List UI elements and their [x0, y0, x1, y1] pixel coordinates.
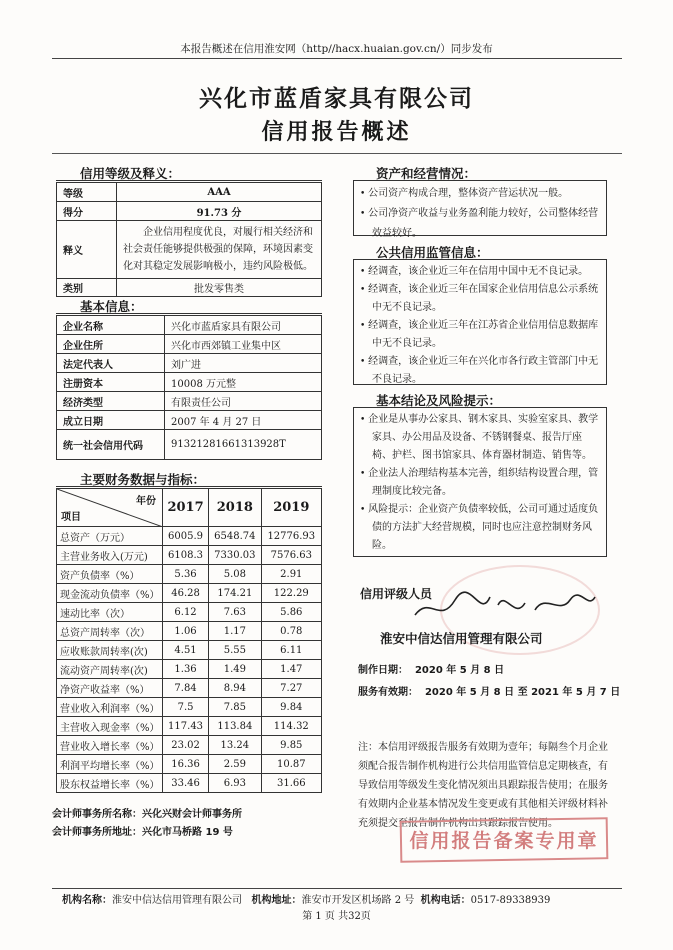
conclusion-item-text: 企业是从事办公家具、钢木家具、实验室家具、教学家具、办公用品及设备、不锈钢餐桌、报告厅座椅、护栏、图书馆家具、体育器材制造、销售等。 [368, 414, 599, 461]
basic-value: 2007 年 4 月 27 日 [165, 411, 322, 430]
category-value: 批发零售类 [117, 279, 322, 297]
financial-value-2017: 6005.9 [163, 527, 209, 546]
financial-item-name: 应收账款周转率(次) [57, 641, 163, 660]
financial-row [57, 527, 322, 546]
accounting-addr-label: 会计师事务所地址： [52, 827, 142, 838]
financial-value-2018: 7.63 [209, 603, 262, 622]
financial-value-2019: 0.78 [261, 622, 321, 641]
page-number: 第 1 页 共32页 [302, 911, 371, 922]
financial-value-2018: 7.85 [209, 698, 262, 717]
footer-org-label: 机构名称： [62, 895, 112, 906]
financial-value-2018: 6548.74 [209, 527, 262, 546]
basic-value: 兴化市西郊镇工业集中区 [165, 335, 322, 354]
supervision-item: • 经调查，该企业近三年在江苏省企业信用信息数据库中无不良记录。 [360, 320, 599, 349]
financial-value-2019: 7.27 [261, 679, 321, 698]
financial-value-2017: 6108.3 [163, 546, 209, 565]
financial-corner-cell [57, 489, 163, 527]
conclusion-item: • 风险提示：企业资产负债率较低，公司可通过适度负债的方法扩大经营规模，同时也应注意控制财务风险。 [360, 504, 599, 551]
financial-value-2018: 1.49 [209, 660, 262, 679]
basic-key: 成立日期 [57, 411, 165, 430]
basic-value: 有限责任公司 [165, 392, 322, 411]
financial-value-2017: 7.84 [163, 679, 209, 698]
basic-info-table [56, 315, 322, 460]
assets-item-text: 公司资产构成合理，整体资产营运状况一般。 [368, 188, 569, 199]
financial-item-name: 净资产收益率（%） [57, 679, 163, 698]
financial-row [57, 565, 322, 584]
financial-section-rule [56, 486, 322, 487]
financial-value-2018: 174.21 [209, 584, 262, 603]
financial-row [57, 755, 322, 774]
financial-value-2019: 1.47 [261, 660, 321, 679]
category-label: 类别 [57, 279, 117, 297]
financial-section-title: 主要财务数据与指标： [80, 472, 206, 487]
basic-row [57, 411, 322, 430]
financial-value-2019: 31.66 [261, 774, 321, 793]
financial-row [57, 736, 322, 755]
assets-item: • 公司资产构成合理，整体资产营运状况一般。 [360, 188, 569, 199]
financial-item-name: 股东权益增长率（%） [57, 774, 163, 793]
accounting-addr-line [52, 823, 233, 838]
basic-value: 兴化市蓝盾家具有限公司 [165, 316, 322, 335]
accounting-name-value: 兴化兴财会计师事务所 [142, 809, 242, 820]
financial-value-2018: 5.08 [209, 565, 262, 584]
financial-value-2018: 113.84 [209, 717, 262, 736]
financial-value-2017: 5.36 [163, 565, 209, 584]
rating-table [56, 182, 322, 297]
financial-row [57, 622, 322, 641]
financial-item-name: 主营收入现金率（%） [57, 717, 163, 736]
financial-value-2018: 8.94 [209, 679, 262, 698]
financial-row [57, 584, 322, 603]
financial-value-2018: 2.59 [209, 755, 262, 774]
score-value: 91.73 分 [117, 202, 322, 221]
financial-value-2019: 114.32 [261, 717, 321, 736]
financial-row [57, 603, 322, 622]
financial-value-2018: 6.93 [209, 774, 262, 793]
financial-value-2018: 1.17 [209, 622, 262, 641]
footer-divider [52, 888, 622, 889]
rater-label: 信用评级人员 [360, 587, 433, 601]
assets-box [353, 180, 607, 239]
financial-value-2019: 122.29 [261, 584, 321, 603]
validity-note: 注：本信用评级报告服务有效期为壹年；每隔叁个月企业须配合报告制作机构进行公共信用监管信息定期核查，有导致信用等级发生变化情况须出具跟踪报告使用；在服务有效期内企业基本情况发生变更或有其他相关评级材料补充须提交至报告制作机构出具跟踪报告使用。 [358, 742, 608, 829]
financial-value-2019: 5.86 [261, 603, 321, 622]
financial-value-2019: 9.85 [261, 736, 321, 755]
grade-label: 等级 [57, 183, 117, 202]
financial-row [57, 546, 322, 565]
meaning-label: 释义 [57, 221, 117, 279]
financial-item-name: 资产负债率（%） [57, 565, 163, 584]
basic-key: 法定代表人 [57, 354, 165, 373]
meaning-value: 企业信用程度优良，对履行相关经济和社会责任能够提供极强的保障，环境因素变化对其稳定发展影响极小，违约风险极低。 [117, 221, 322, 279]
assets-item: • 公司净资产收益与业务盈利能力较好，公司整体经营效益较好。 [360, 208, 599, 239]
financial-table [56, 488, 322, 793]
financial-value-2018: 7330.03 [209, 546, 262, 565]
rating-section-rule [56, 180, 322, 181]
conclusion-item-text: 风险提示：企业资产负债率较低，公司可通过适度负债的方法扩大经营规模，同时也应注意控制财务风险。 [368, 504, 599, 551]
make-date-label: 制作日期： [358, 665, 408, 676]
supervision-item-text: 经调查，该企业近三年在江苏省企业信用信息数据库中无不良记录。 [368, 320, 599, 349]
basic-section-title: 基本信息： [80, 299, 143, 314]
footer-tel-value: 0517-89338939 [470, 895, 551, 906]
financial-value-2019: 9.84 [261, 698, 321, 717]
conclusion-item: • 企业是从事办公家具、钢木家具、实验室家具、教学家具、办公用品及设备、不锈钢餐桌、报告厅座椅、护栏、图书馆家具、体育器材制造、销售等。 [360, 414, 599, 461]
basic-value: 刘广进 [165, 354, 322, 373]
financial-row [57, 641, 322, 660]
basic-key: 经济类型 [57, 392, 165, 411]
basic-row [57, 354, 322, 373]
header-divider [52, 58, 622, 59]
basic-row [57, 335, 322, 354]
footer-addr-label: 机构地址： [251, 895, 302, 906]
make-date-value: 2020 年 5 月 8 日 [414, 665, 505, 676]
title-divider [52, 153, 622, 154]
basic-value: 10008 万元整 [165, 373, 322, 392]
corner-year-label: 年份 [136, 496, 156, 507]
financial-item-name: 速动比率（次） [57, 603, 163, 622]
conclusion-item: • 企业法人治理结构基本完善，组织结构设置合理，管理制度比较完备。 [360, 468, 599, 497]
basic-row [57, 430, 322, 460]
financial-value-2019: 10.87 [261, 755, 321, 774]
financial-value-2017: 7.5 [163, 698, 209, 717]
basic-row [57, 316, 322, 335]
valid-period-line [358, 683, 620, 698]
basic-key: 注册资本 [57, 373, 165, 392]
financial-row [57, 679, 322, 698]
report-title: 信用报告概述 [261, 120, 412, 145]
accounting-name-line [52, 805, 242, 820]
financial-value-2017: 46.28 [163, 584, 209, 603]
basic-row [57, 373, 322, 392]
supervision-item: • 经调查，该企业近三年在信用中国中无不良记录。 [360, 266, 589, 277]
accounting-addr-value: 兴化市马桥路 19 号 [142, 827, 233, 838]
assets-section-title: 资产和经营情况： [376, 166, 477, 181]
financial-item-name: 总资产周转率（次） [57, 622, 163, 641]
supervision-item-text: 经调查，该企业近三年在兴化市各行政主管部门中无不良记录。 [368, 356, 599, 385]
financial-item-name: 营业收入增长率（%） [57, 736, 163, 755]
make-date-line [358, 661, 504, 676]
accounting-name-label: 会计师事务所名称： [52, 809, 142, 820]
financial-value-2018: 13.24 [209, 736, 262, 755]
footer-addr-value: 淮安市开发区机场路 2 号 [301, 895, 415, 906]
year-2017: 2017 [163, 489, 209, 527]
conclusion-section-title: 基本结论及风险提示： [376, 393, 502, 408]
financial-value-2018: 5.55 [209, 641, 262, 660]
financial-value-2017: 117.43 [163, 717, 209, 736]
financial-value-2017: 1.36 [163, 660, 209, 679]
financial-header-row [57, 489, 322, 527]
financial-row [57, 698, 322, 717]
financial-body [57, 527, 322, 793]
financial-item-name: 流动资产周转率(次) [57, 660, 163, 679]
financial-item-name: 营业收入利润率（%） [57, 698, 163, 717]
financial-value-2019: 6.11 [261, 641, 321, 660]
supervision-item-text: 经调查，该企业近三年在信用中国中无不良记录。 [368, 266, 589, 277]
financial-value-2019: 12776.93 [261, 527, 321, 546]
conclusion-box [353, 407, 607, 557]
year-2019: 2019 [261, 489, 321, 527]
supervision-item: • 经调查，该企业近三年在国家企业信用信息公示系统中无不良记录。 [360, 284, 599, 313]
grade-value: AAA [117, 183, 322, 202]
supervision-item: • 经调查，该企业近三年在兴化市各行政主管部门中无不良记录。 [360, 356, 599, 385]
filing-stamp-text: 信用报告备案专用章 [409, 830, 599, 852]
financial-value-2017: 33.46 [163, 774, 209, 793]
supervision-section-title: 公共信用监管信息： [376, 245, 489, 260]
financial-item-name: 现金流动负债率（%） [57, 584, 163, 603]
financial-item-name: 主营业务收入(万元) [57, 546, 163, 565]
financial-value-2019: 2.91 [261, 565, 321, 584]
financial-value-2017: 23.02 [163, 736, 209, 755]
valid-period-label: 服务有效期： [358, 687, 418, 698]
basic-key: 统一社会信用代码 [57, 430, 165, 460]
footer-org-value: 淮安中信达信用管理有限公司 [112, 895, 242, 906]
conclusion-item-text: 企业法人治理结构基本完善，组织结构设置合理，管理制度比较完备。 [368, 468, 599, 497]
financial-item-name: 总资产（万元） [57, 527, 163, 546]
handwritten-signature [410, 585, 600, 630]
financial-value-2017: 4.51 [163, 641, 209, 660]
financial-value-2017: 1.06 [163, 622, 209, 641]
footer-org-line [62, 891, 550, 906]
financial-value-2017: 16.36 [163, 755, 209, 774]
basic-key: 企业名称 [57, 316, 165, 335]
supervision-box [353, 259, 607, 385]
score-label: 得分 [57, 202, 117, 221]
footer-tel-label: 机构电话： [420, 895, 471, 906]
year-2018: 2018 [209, 489, 262, 527]
financial-value-2019: 7576.63 [261, 546, 321, 565]
valid-period-value: 2020 年 5 月 8 日 至 2021 年 5 月 7 日 [424, 687, 621, 698]
financial-row [57, 717, 322, 736]
financial-value-2017: 6.12 [163, 603, 209, 622]
basic-section-rule [56, 313, 322, 314]
rating-company-name: 淮安中信达信用管理有限公司 [380, 631, 543, 646]
corner-item-label: 项目 [61, 512, 81, 523]
company-title: 兴化市蓝盾家具有限公司 [199, 86, 474, 112]
basic-row [57, 392, 322, 411]
rating-section-title: 信用等级及释义： [80, 166, 181, 181]
basic-key: 企业住所 [57, 335, 165, 354]
financial-row [57, 660, 322, 679]
basic-value: 91321281661313928T [165, 430, 322, 460]
financial-row [57, 774, 322, 793]
publish-note: 本报告概述在信用淮安网（http//hacx.huaian.gov.cn/）同步发布 [180, 43, 493, 55]
financial-item-name: 利润平均增长率（%） [57, 755, 163, 774]
supervision-item-text: 经调查，该企业近三年在国家企业信用信息公示系统中无不良记录。 [368, 284, 599, 313]
assets-item-text: 公司净资产收益与业务盈利能力较好，公司整体经营效益较好。 [368, 208, 599, 239]
